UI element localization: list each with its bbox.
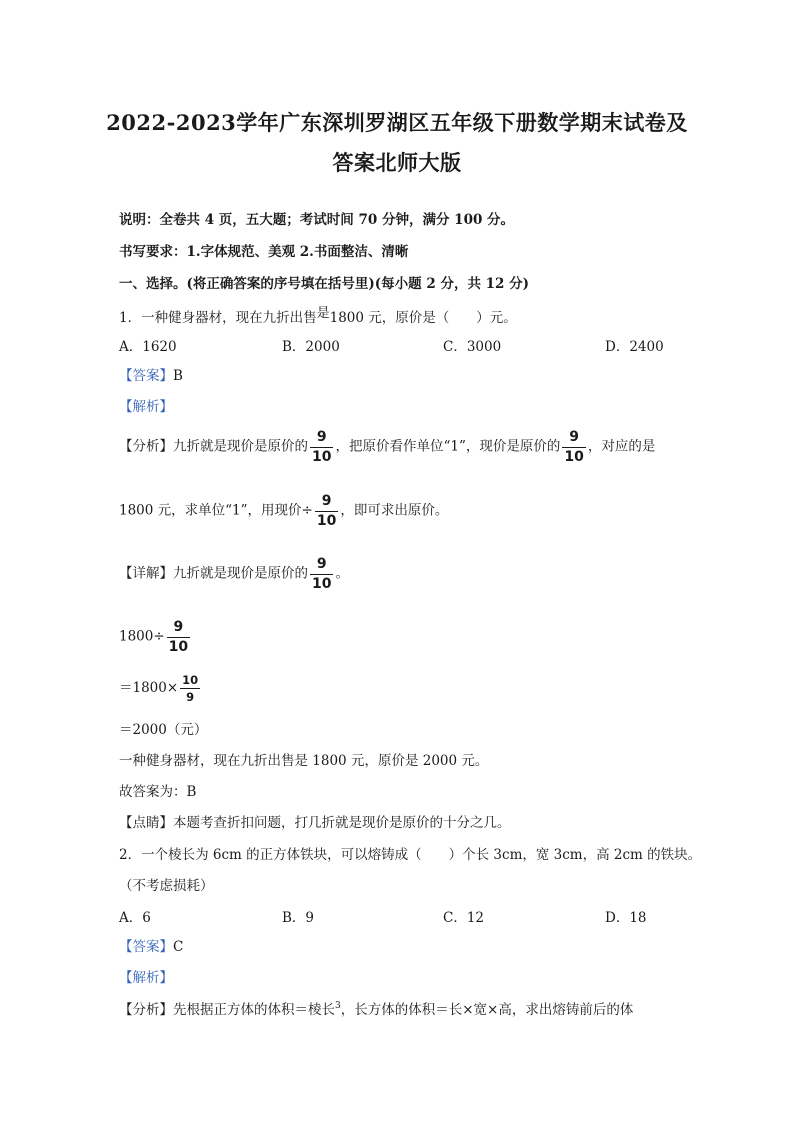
fraction-nine-tenths: $\frac{9}{10}$ (168, 619, 189, 655)
title-line-2: 答案北师大版 (332, 150, 462, 175)
fraction-nine-tenths: $\frac{9}{10}$ (312, 556, 332, 592)
q1-conclusion: 一种健身器材，现在九折出售是 1800 元，原价是 2000 元。 (119, 753, 489, 769)
q2-fenxi: 【分析】先根据正方体的体积＝棱长$^3$，长方体的体积＝长×宽×高，求出熔铸前后的体 (119, 1001, 634, 1018)
fraction-nine-tenths: $\frac{9}{10}$ (312, 429, 332, 465)
q1-xiangjie: 【详解】九折就是现价是原价的 $\frac{9}{10}$ 。 (119, 556, 349, 592)
q1-dianjing: 【点睛】本题考查折扣问题，打几折就是现价是原价的十分之几。 (119, 815, 511, 831)
answer-tag: 【答案】 (119, 368, 173, 384)
section-heading: 一、选择。(将正确答案的序号填在括号里)(每小题 2 分，共 12 分) (119, 276, 530, 292)
title-line-1: 2022-2023学年广东深圳罗湖区五年级下册数学期末试卷及 (106, 110, 688, 135)
q1-option-b: B．2000 (282, 339, 340, 355)
q2-option-c: C．12 (443, 910, 485, 926)
exam-description: 说明：全卷共 4 页，五大题；考试时间 70 分钟，满分 100 分。 (119, 212, 515, 228)
q1-answer: 【答案】B (119, 368, 183, 384)
q1-option-d: D．2400 (605, 339, 664, 355)
q1-stem: 1．一种健身器材，现在九折出售是1800 元，原价是（ ）元。 (119, 306, 517, 326)
writing-requirements: 书写要求：1.字体规范、美观 2.书面整洁、清晰 (119, 244, 409, 260)
fraction-ten-ninths: $\frac{10}{9}$ (182, 673, 199, 705)
q2-stem: 2．一个棱长为 6cm 的正方体铁块，可以熔铸成（ ）个长 3cm，宽 3cm，高 2cm 的铁块。 (119, 847, 702, 863)
q1-calc-step2: ＝1800× $\frac{10}{9}$ (119, 673, 199, 705)
q2-stem-note: （不考虑损耗） (119, 878, 214, 894)
q1-final-answer: 故答案为：B (119, 784, 197, 800)
q1-analysis-tag: 【解析】 (119, 399, 173, 415)
q2-analysis-tag: 【解析】 (119, 970, 173, 986)
fraction-nine-tenths: $\frac{9}{10}$ (316, 493, 337, 529)
q1-option-c: C．3000 (443, 339, 502, 355)
q2-option-d: D．18 (605, 910, 647, 926)
q2-option-a: A．6 (119, 910, 151, 926)
q2-option-b: B．9 (282, 910, 315, 926)
q1-option-a: A．1620 (119, 339, 177, 355)
q1-fenxi-line1: 【分析】九折就是现价是原价的 $\frac{9}{10}$ ，把原价看作单位“1”，现价是原价的 $\frac{9}{10}$ ，对应的是 (119, 429, 656, 465)
q1-calc-step1: 1800÷ $\frac{9}{10}$ (119, 619, 189, 655)
q1-calc-step3: ＝2000（元） (119, 722, 208, 738)
q1-fenxi-line2: 1800 元，求单位“1”，用现价÷ $\frac{9}{10}$ ，即可求出原价。 (119, 493, 449, 529)
fraction-nine-tenths: $\frac{9}{10}$ (564, 429, 584, 465)
answer-tag: 【答案】 (119, 939, 173, 955)
q2-answer: 【答案】C (119, 939, 184, 955)
